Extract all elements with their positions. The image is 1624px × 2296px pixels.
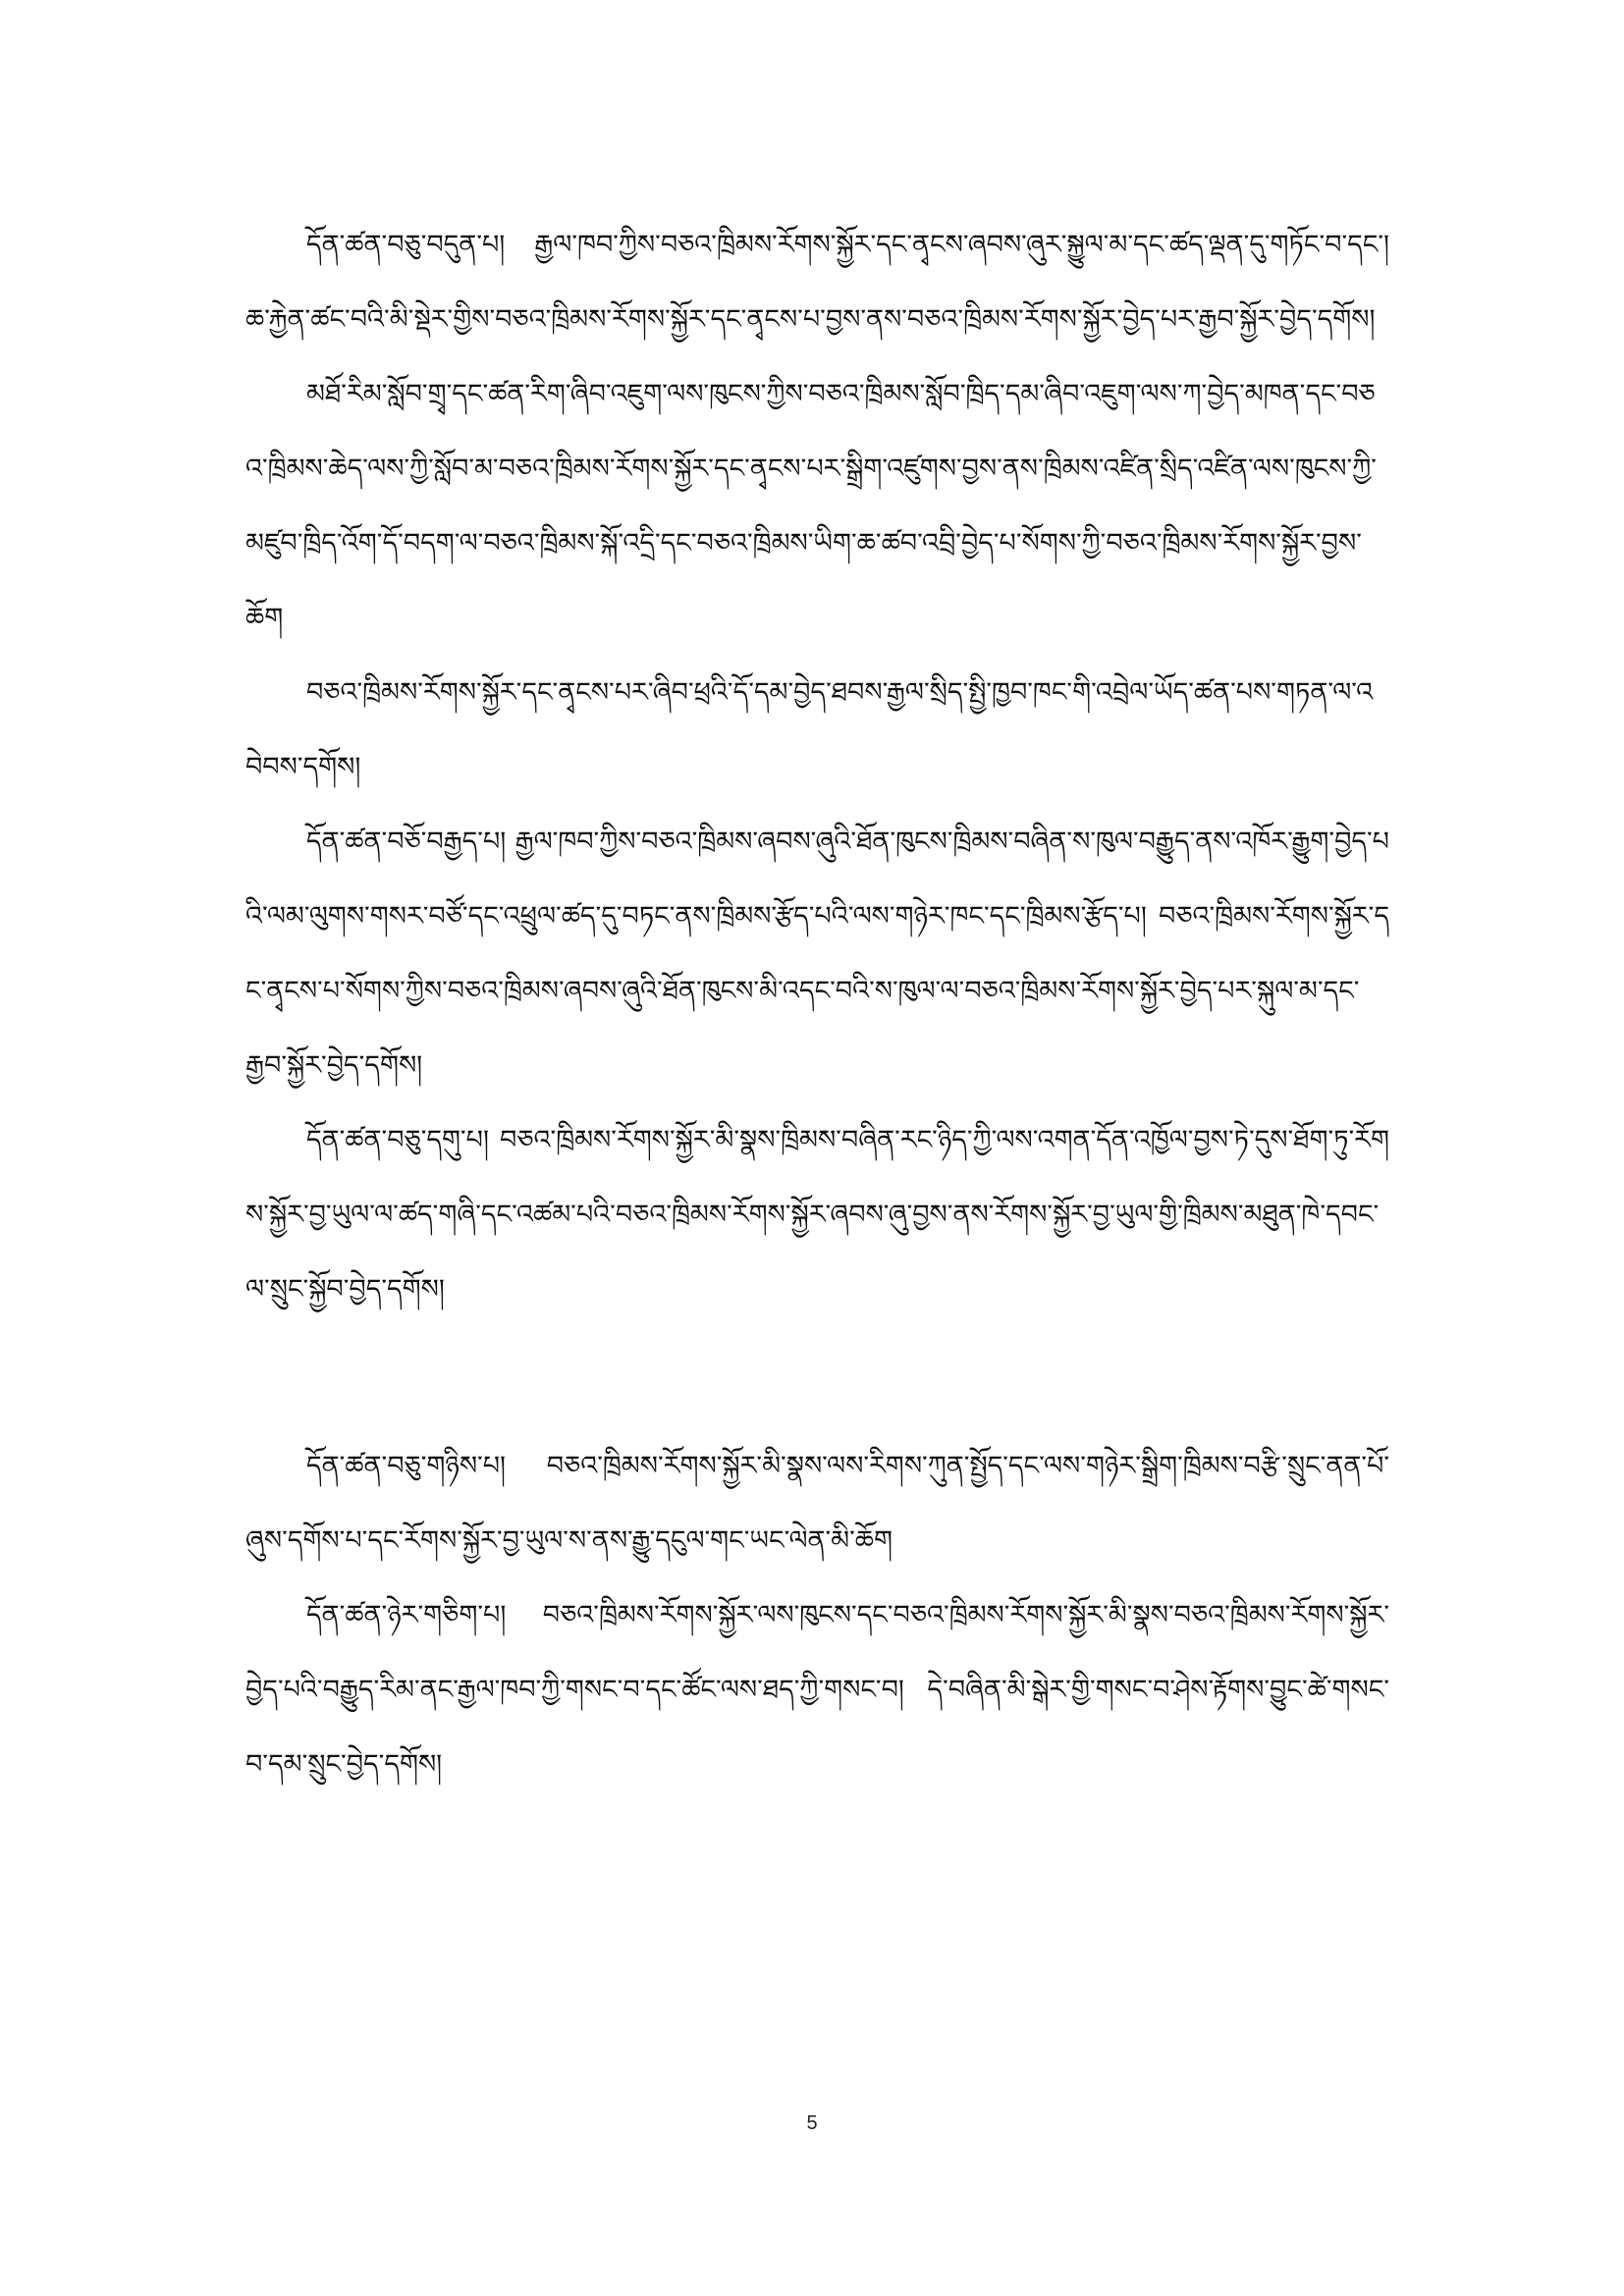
article-17-third-paragraph: བཅའ་ཁྲིམས་རོགས་སྐྱོར་དང་ནྭངས་པར་ཞིབ་ཕྲའི་དོ་དམ་བྱེད་ཐབས་རྒྱལ་སྲིད་སྤྱི་ཁྱབ་ཁང་གི་འབྲེལ་ཡོད་ཚན་པས་གཏན་ལ་འབེབས་དགོས། bbox=[245, 677, 1374, 782]
body-text bbox=[245, 208, 1389, 1802]
page-number: 5 bbox=[806, 2112, 818, 2134]
article-17-paragraph: དོན་ཚན་བཅུ་བདུན་པ། རྒྱལ་ཁབ་ཀྱིས་བཅའ་ཁྲིམས་རོགས་སྐྱོར་དང་ནྭངས་ཞབས་ཞུར་སྐྱུལ་མ་དང་ཚད་ལྡན་དུ་གཏོང་བ་དང་། ཆ་རྐྱེན་ཚང་བའི་མི་སྡེར་གྱིས་བཅའ་ཁྲིམས་རོགས་སྐྱོར་དང་ནྭངས་པ་བྱས་ནས་བཅའ་ཁྲིམས་རོགས་སྐྱོར་བྱེད་པར་རྒྱབ་སྐྱོར་བྱེད་དགོས། bbox=[245, 230, 1389, 335]
article-20-paragraph: དོན་ཚན་བཅུ་གཉིས་པ། བཅའ་ཁྲིམས་རོགས་སྐྱོར་མི་སྣས་ལས་རིགས་ཀུན་སྤྱོད་དང་ལས་གཉེར་སྒྲིག་ཁྲིམས་བརྩི་སྲུང་ནན་པོ་ཞུས་དགོས་པ་དང་རོགས་སྐྱོར་བྱ་ཡུལ་ས་ནས་རྒྱུ་དངུལ་གང་ཡང་ལེན་མི་ཆོག bbox=[245, 1451, 1389, 1556]
article-21-paragraph: དོན་ཚན་ཉེར་གཅིག་པ། བཅའ་ཁྲིམས་རོགས་སྐྱོར་ལས་ཁུངས་དང་བཅའ་ཁྲིམས་རོགས་སྐྱོར་མི་སྣས་བཅའ་ཁྲིམས་རོགས་སྐྱོར་བྱེད་པའི་བརྒྱུད་རིམ་ནང་རྒྱལ་ཁབ་ཀྱི་གསང་བ་དང་ཚོང་ལས་ཐད་ཀྱི་གསང་བ། དེ་བཞིན་མི་སྒེར་གྱི་གསང་བ་ཤེས་རྟོགས་བྱུང་ཚེ་གསང་བ་དམ་སྲུང་བྱེད་དགོས། bbox=[245, 1600, 1389, 1780]
article-17-second-paragraph: མཐོ་རིམ་སློབ་གྲྭ་དང་ཚན་རིག་ཞིབ་འཇུག་ལས་ཁུངས་ཀྱིས་བཅའ་ཁྲིམས་སློབ་ཁྲིད་དམ་ཞིབ་འཇུག་ལས་ཀ་བྱེད་མཁན་དང་བཅའ་ཁྲིམས་ཆེད་ལས་ཀྱི་སློབ་མ་བཅའ་ཁྲིམས་རོགས་སྐྱོར་དང་ནྭངས་པར་སྒྲིག་འཛུགས་བྱས་ནས་ཁྲིམས་འཛིན་སྲིད་འཛིན་ལས་ཁུངས་ཀྱི་མཛུབ་ཁྲིད་འོག་དོ་བདག་ལ་བཅའ་ཁྲིམས་སྐོ་འདྲི་དང་བཅའ་ཁྲིམས་ཡིག་ཆ་ཚབ་འབྲི་བྱེད་པ་སོགས་ཀྱི་བཅའ་ཁྲིམས་རོགས་སྐྱོར་བྱས་ཆོག bbox=[245, 379, 1377, 633]
article-19-paragraph: དོན་ཚན་བཅུ་དགུ་པ། བཅའ་ཁྲིམས་རོགས་སྐྱོར་མི་སྣས་ཁྲིམས་བཞིན་རང་ཉིད་ཀྱི་ལས་འགན་དོན་འཁྱོལ་བྱས་ཏེ་དུས་ཐོག་ཏུ་རོགས་སྐྱོར་བྱ་ཡུལ་ལ་ཚད་གཞི་དང་འཚམ་པའི་བཅའ་ཁྲིམས་རོགས་སྐྱོར་ཞབས་ཞུ་བྱས་ནས་རོགས་སྐྱོར་བྱ་ཡུལ་གྱི་ཁྲིམས་མཐུན་ཁེ་དབང་ལ་སྲུང་སྐྱོབ་བྱེད་དགོས། bbox=[245, 1125, 1389, 1305]
article-18-paragraph: དོན་ཚན་བཅོ་བརྒྱད་པ། རྒྱལ་ཁབ་ཀྱིས་བཅའ་ཁྲིམས་ཞབས་ཞུའི་ཐོན་ཁུངས་ཁྲིམས་བཞིན་ས་ཁུལ་བརྒྱུད་ནས་འཁོར་རྒྱུག་བྱེད་པའི་ལམ་ལུགས་གསར་བཙོ་དང་འཕྲུལ་ཚད་དུ་བཏང་ནས་ཁྲིམས་རྩོད་པའི་ལས་གཉེར་ཁང་དང་ཁྲིམས་རྩོད་པ། བཅའ་ཁྲིམས་རོགས་སྐྱོར་དང་ནྭངས་པ་སོགས་ཀྱིས་བཅའ་ཁྲིམས་ཞབས་ཞུའི་ཐོན་ཁུངས་མི་འདང་བའི་ས་ཁུལ་ལ་བཅའ་ཁྲིམས་རོགས་སྐྱོར་བྱེད་པར་སྐུལ་མ་དང་རྒྱབ་སྐྱོར་བྱེད་དགོས། bbox=[245, 827, 1389, 1081]
